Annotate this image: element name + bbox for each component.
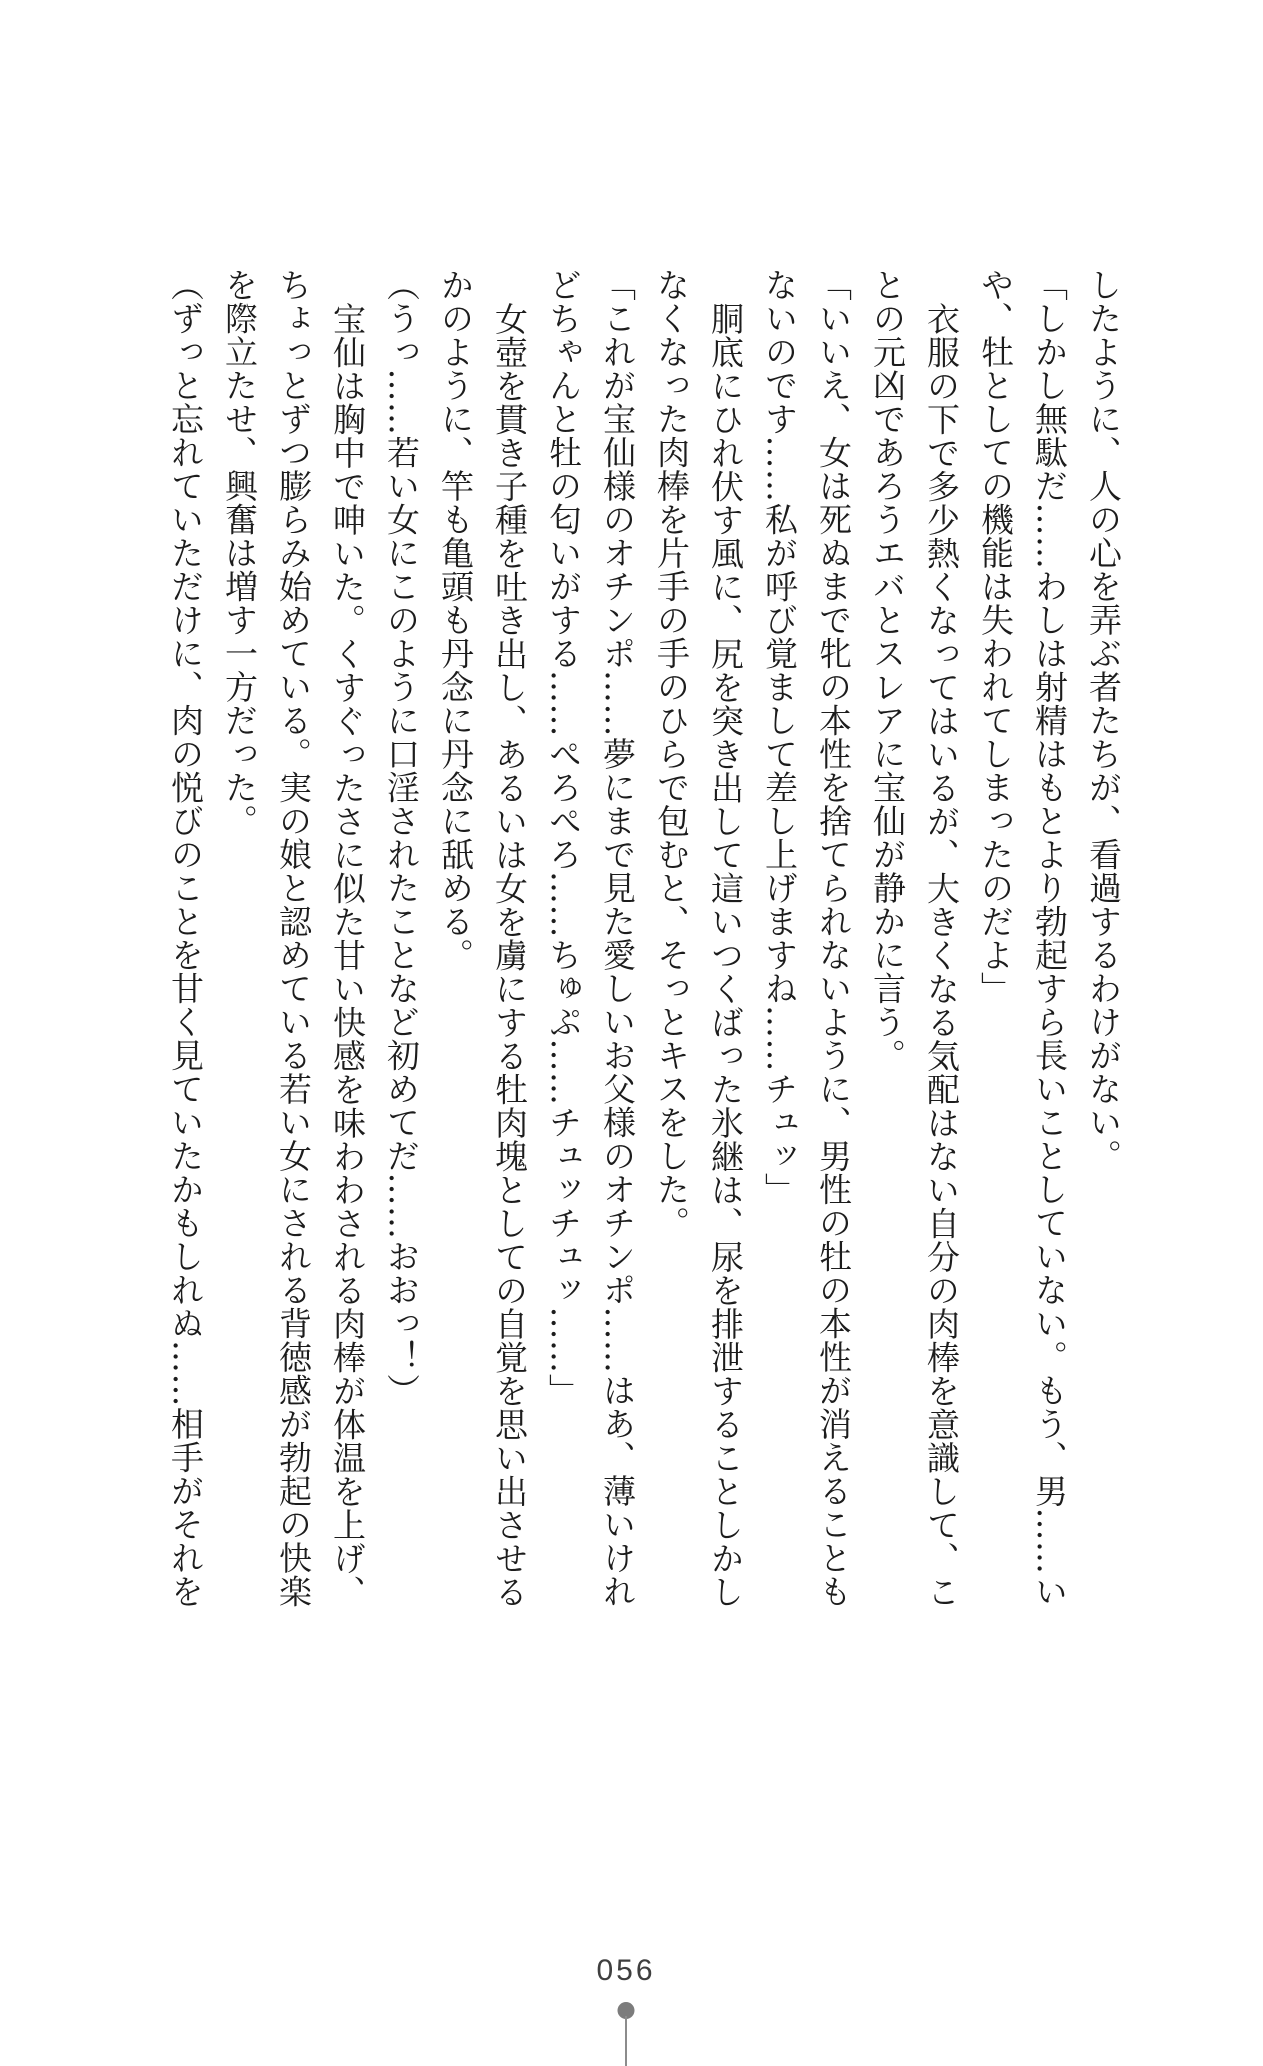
text-line: 衣服の下で多少熱くなってはいるが、大きくなる気配はない自分の肉棒を意識して、こ <box>922 302 961 1609</box>
text-line: かのように、竿も亀頭も丹念に丹念に舐める。 <box>436 268 475 972</box>
text-line: なくなった肉棒を片手の手のひらで包むと、そっとキスをした。 <box>652 268 691 1240</box>
text-line: を際立たせ、興奮は増す一方だった。 <box>220 268 259 838</box>
text-line: ないのです……私が呼び覚まして差し上げますね……チュッ」 <box>760 268 799 1206</box>
text-line: したように、人の心を弄ぶ者たちが、看過するわけがない。 <box>1084 268 1123 1173</box>
page-number: 056 <box>596 1954 656 1987</box>
text-line: ちょっとずつ膨らみ始めている。実の娘と認めている若い女にされる背徳感が勃起の快楽 <box>274 268 313 1608</box>
text-line: 女壺を貫き子種を吐き出し、あるいは女を虜にする牡肉塊としての自覚を思い出させる <box>490 302 529 1609</box>
text-line: との元凶であろうエバとスレアに宝仙が静かに言う。 <box>868 268 907 1072</box>
vertical-text-block <box>140 268 1130 1618</box>
text-line: （ずっと忘れていただけに、肉の悦びのことを甘く見ていたかもしれぬ……相手がそれを <box>166 268 205 1608</box>
text-line: 胴底にひれ伏す風に、尻を突き出して這いつくばった氷継は、尿を排泄することしかし <box>706 302 745 1609</box>
text-line: 「これが宝仙様のオチンポ……夢にまで見た愛しいお父様のオチンポ……はあ、薄いけれ <box>598 268 637 1608</box>
text-line: 「しかし無駄だ……わしは射精はもとより勃起すら長いことしていない。もう、男……い <box>1030 268 1069 1608</box>
text-line: や、牡としての機能は失われてしまったのだよ」 <box>976 268 1015 1005</box>
text-line: どちゃんと牡の匂いがする……ぺろぺろ……ちゅぷ……チュッチュッ……」 <box>544 268 583 1407</box>
footer-line-ornament <box>625 2016 627 2066</box>
text-line: 宝仙は胸中で呻いた。くすぐったさに似た甘い快感を味わわされる肉棒が体温を上げ、 <box>328 302 367 1609</box>
text-line: 「いいえ、女は死ぬまで牝の本性を捨てられないように、男性の牡の本性が消えることも <box>814 268 853 1608</box>
text-line: （うっ……若い女にこのように口淫されたことなど初めてだ……おおっ！） <box>382 268 421 1407</box>
